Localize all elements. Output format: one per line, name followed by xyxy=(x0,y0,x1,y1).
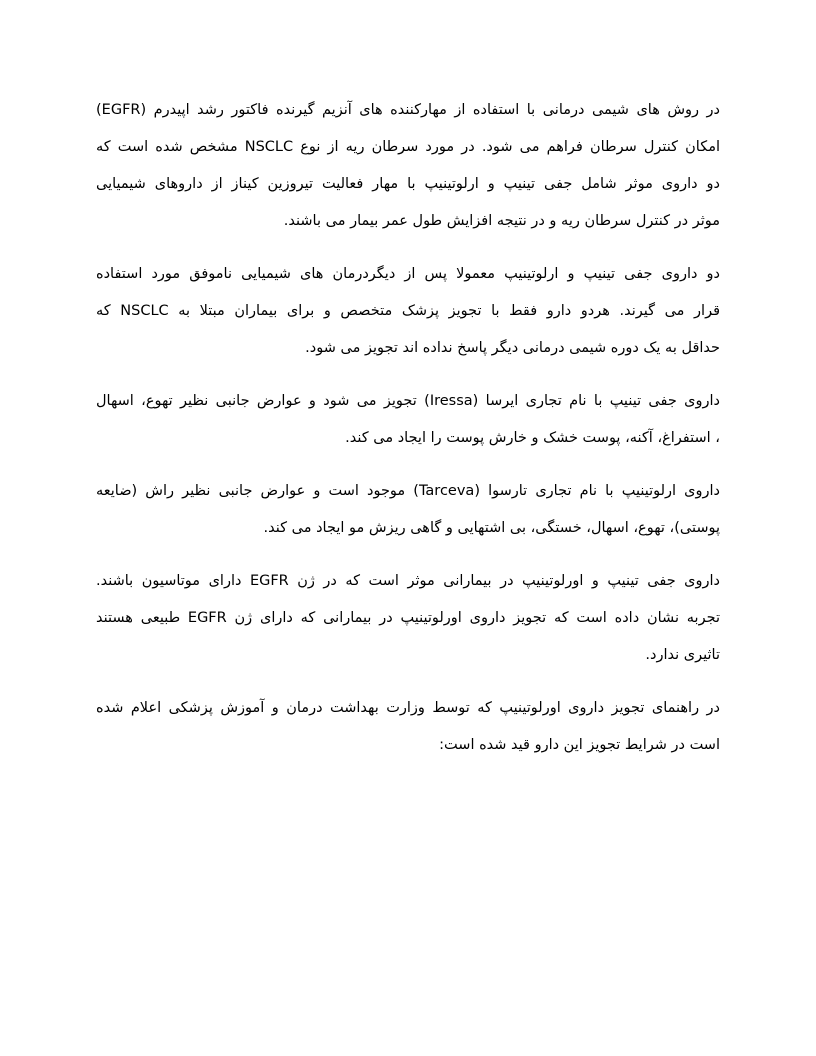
paragraph-line: دو داروی جفی تینیپ و ارلوتینیپ معمولا پس از دیگردرمان های شیمیایی ناموفق مورد استفاده xyxy=(96,266,720,282)
paragraph-egfr-mutation xyxy=(96,563,720,674)
paragraph-line: داروی جفی تینیپ و اورلوتینیپ در بیمارانی موثر است که در ژن EGFR دارای موتاسیون باشند. xyxy=(96,573,720,589)
paragraph-line: حداقل به یک دوره شیمی درمانی دیگر پاسخ نداده اند تجویز می شود. xyxy=(305,340,720,356)
paragraph-line: پوستی)، تهوع، اسهال، خستگی، بی اشتهایی و گاهی ریزش مو ایجاد می کند. xyxy=(263,520,720,536)
paragraph-tarceva xyxy=(96,473,720,547)
paragraph-line: ، استفراغ، آکنه، پوست خشک و خارش پوست را ایجاد می کند. xyxy=(345,430,720,446)
paragraph-line: موثر در کنترل سرطان ریه و در نتیجه افزایش طول عمر بیمار می باشند. xyxy=(283,213,720,229)
paragraph-iressa xyxy=(96,383,720,457)
paragraph-line: داروی ارلوتینیپ با نام تجاری تارسوا (Tarceva) موجود است و عوارض جانبی نظیر راش (ضایعه xyxy=(96,483,720,499)
paragraph-line: تجربه نشان داده است که تجویز داروی اورلوتینیپ در بیمارانی که دارای ژن EGFR طبیعی هستند xyxy=(96,610,720,626)
paragraph-line: امکان کنترل سرطان فراهم می شود. در مورد سرطان ریه از نوع NSCLC مشخص شده است که xyxy=(96,139,720,155)
paragraph-line: داروی جفی تینیپ با نام تجاری ایرسا (Iressa) تجویز می شود و عوارض جانبی نظیر تهوع، اسهال xyxy=(96,393,720,409)
paragraph-line: تاثیری ندارد. xyxy=(645,647,720,663)
paragraph-line: دو داروی موثر شامل جفی تینیپ و ارلوتینیپ با مهار فعالیت تیروزین کیناز از داروهای شیمیایی xyxy=(96,176,720,192)
paragraph-usage xyxy=(96,256,720,367)
paragraph-line: در روش های شیمی درمانی با استفاده از مهارکننده های آنزیم گیرنده فاکتور رشد اپیدرم (EGFR) xyxy=(96,102,720,118)
paragraph-guideline xyxy=(96,690,720,764)
paragraph-line: در راهنمای تجویز داروی اورلوتینیپ که توسط وزارت بهداشت درمان و آموزش پزشکی اعلام شده xyxy=(96,700,720,716)
paragraph-line: قرار می گیرند. هردو دارو فقط با تجویز پزشک متخصص و برای بیماران مبتلا به NSCLC که xyxy=(96,303,720,319)
paragraph-line: است در شرایط تجویز این دارو قید شده است: xyxy=(439,737,720,753)
document-body xyxy=(96,92,720,780)
paragraph-egfr-intro xyxy=(96,92,720,240)
